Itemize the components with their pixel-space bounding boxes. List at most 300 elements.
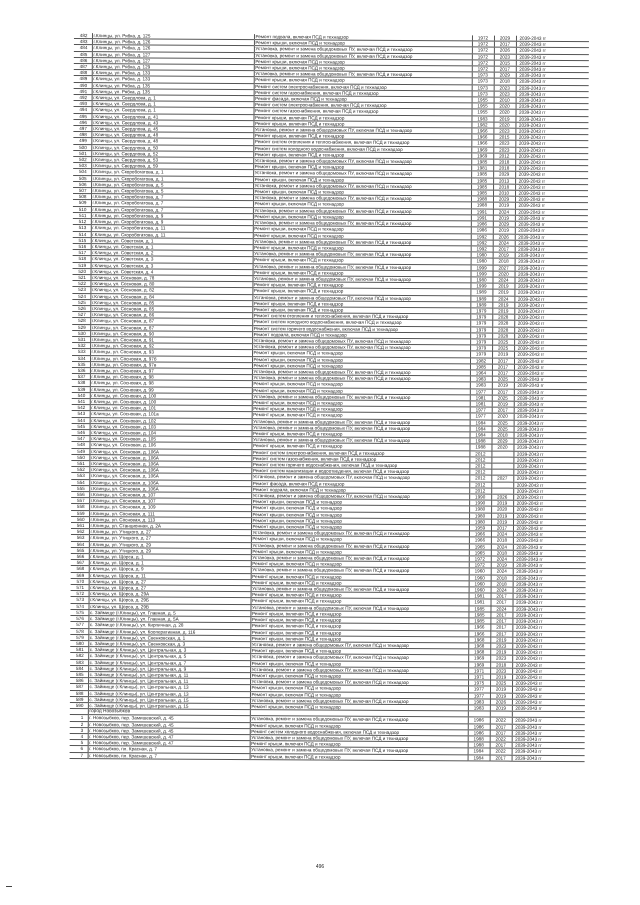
address-cell: г.Клинцы, ул. Свердлова, д. 43 [91, 119, 253, 126]
row-number: 571 [71, 585, 89, 591]
last-repair-year-cell: 2019 [493, 116, 515, 122]
address-cell: г.Клинцы, ул. Свердлова, д. 50 [91, 144, 253, 151]
year-built-cell: 1980 [471, 252, 493, 258]
year-built-cell: 1985 [468, 606, 490, 612]
last-repair-year-cell: 2010 [493, 190, 515, 196]
last-repair-year-cell: 2019 [491, 519, 513, 525]
year-built-cell: 1969 [468, 655, 490, 661]
planned-period-cell: 2039-2043 гг [513, 562, 586, 569]
last-repair-year-cell: 2017 [491, 600, 513, 606]
last-repair-year-cell: 2024 [491, 587, 513, 593]
address-cell: с. Займище (г.Клинцы), ул. Центральная, д. 9 [88, 665, 250, 672]
planned-period-cell: 2039-2043 гг [512, 749, 585, 756]
work-type-cell: Ремонт крыши, включая ПСД и технадзор [252, 288, 470, 296]
planned-period-cell: 2039-2043 гг [513, 519, 586, 526]
year-built-cell: 1979 [470, 351, 492, 357]
planned-period-cell: 2039-2043 гг [513, 525, 586, 532]
work-type-cell: Ремонт крыши, включая ПСД и технадзор [251, 573, 469, 581]
row-number: 482 [74, 33, 92, 39]
work-type-cell: Установка, ремонт и замена общедомовых ПУ, включая ПСД и технадзор [250, 679, 468, 687]
address-cell: г.Клинцы, ул. Свердлова, д. 1 [92, 101, 254, 108]
work-type-cell: Ремонт крыши, включая ПСД и технадзор [252, 381, 470, 389]
address-cell: с. Займище (г.Клинцы), ул. Свенковская, д. 1 [88, 634, 250, 641]
year-built-cell: 1983 [470, 376, 492, 382]
year-built-cell: 1977 [470, 413, 492, 419]
year-built-cell: 1972 [472, 35, 494, 41]
row-number: 565 [71, 547, 89, 553]
row-number: 485 [74, 51, 92, 57]
planned-period-cell: 2039-2043 гг [514, 432, 587, 439]
last-repair-year-cell: 2015 [493, 134, 515, 140]
year-built-cell: 1977 [468, 686, 490, 692]
year-built-cell: 1984 [470, 432, 492, 438]
year-built-cell: 1986 [471, 221, 493, 227]
last-repair-year-cell: 2018 [491, 538, 513, 544]
last-repair-year-cell: 2028 [492, 327, 514, 333]
last-repair-year-cell: 2025 [492, 339, 514, 345]
row-number: 557 [71, 498, 89, 504]
work-type-cell: Ремонт систем канализации и водоотведения, включая ПСД и технадзор [251, 468, 469, 476]
address-cell: г.Клинцы, ул. Скоробогатова, д. 9 [91, 212, 253, 219]
work-type-cell: Ремонт фасада, включая ПСД и технадзор [254, 96, 472, 104]
address-cell: г.Клинцы, ул. Скоробогатова, д. 1 [91, 169, 253, 176]
planned-period-cell: 2039-2043 гг [515, 246, 588, 253]
planned-period-cell: 2039-2043 гг [516, 36, 589, 42]
address-cell: с. Займище (г.Клинцы), ул. Кирпичная, д. 28 [88, 622, 250, 629]
planned-period-cell: 2039-2043 гг [512, 631, 585, 638]
year-built-cell: 1972 [469, 556, 491, 562]
address-cell: г.Клинцы, ул. Свердлова, д. 45 [91, 126, 253, 133]
last-repair-year-cell: 2023 [490, 643, 512, 649]
last-repair-year-cell: 2019 [492, 283, 514, 289]
planned-period-cell: 2039-2043 гг [513, 500, 586, 507]
work-type-cell: Ремонт крыши, включая ПСД и технадзор [251, 524, 469, 532]
planned-period-cell: 2039-2043 гг [516, 54, 589, 61]
last-repair-year-cell: 2023 [493, 141, 515, 147]
planned-period-cell: 2039-2043 гг [515, 184, 588, 191]
last-repair-year-cell: 2018 [493, 184, 515, 190]
planned-period-cell: 2039-2043 гг [516, 48, 589, 55]
address-cell: г.Клинцы, ул. Сосновая, д. 80 [90, 281, 252, 288]
last-repair-year-cell: 2018 [491, 575, 513, 581]
year-built-cell: 1968 [468, 649, 490, 655]
planned-period-cell: 2039-2043 гг [514, 426, 587, 433]
planned-period-cell: 2039-2043 гг [512, 649, 585, 656]
year-built-cell: 1979 [470, 326, 492, 332]
table-body [70, 33, 589, 761]
year-built-cell: 1975 [468, 680, 490, 686]
row-number: 585 [70, 671, 88, 677]
planned-period-cell: 2039-2043 гг [513, 556, 586, 563]
row-number: 519 [73, 262, 91, 268]
row-number: 499 [73, 138, 91, 144]
year-built-cell: 1990 [469, 494, 491, 500]
last-repair-year-cell: 2019 [492, 289, 514, 295]
work-type-cell: Установка, ремонт и замена общедомовых ПУ, включая ПСД и технадзор [252, 418, 470, 426]
work-type-cell: Ремонт крыши, включая ПСД и технадзор [251, 561, 469, 569]
last-repair-year-cell: 2024 [491, 569, 513, 575]
work-type-cell: Ремонт крыши, включая ПСД и технадзор [253, 133, 471, 141]
last-repair-year-cell: 2020 [494, 110, 516, 116]
year-built-cell: 1973 [472, 72, 494, 78]
work-type-cell: Установка, ремонт и замена общедомовых ПУ, включая ПСД и технадзор [250, 747, 468, 755]
planned-period-cell: 2039-2043 гг [512, 618, 585, 625]
address-cell: г.Клинцы, ул. Станционная, д. 2А [89, 523, 251, 530]
row-number: 563 [71, 535, 89, 541]
work-type-cell: Установка, ремонт и замена общедомовых ПУ, включая ПСД и технадзор [252, 375, 470, 383]
year-built-cell: 1980 [471, 258, 493, 264]
year-built-cell: 1989 [470, 289, 492, 295]
work-type-cell: Ремонт крыши, включая ПСД и технадзор [250, 648, 468, 656]
last-repair-year-cell: 2022 [490, 717, 512, 723]
planned-period-cell: 2039-2043 гг [513, 581, 586, 588]
last-repair-year-cell: 2015 [494, 60, 516, 66]
row-number: 504 [73, 169, 91, 175]
last-repair-year-cell: 2017 [491, 525, 513, 531]
last-repair-year-cell: 2028 [492, 333, 514, 339]
planned-period-cell: 2039-2043 гг [516, 72, 589, 79]
address-cell: г.Клинцы, ул. Рябка, д. 125 [92, 33, 254, 40]
work-type-cell: Ремонт систем холодного водоснабжения, включая ПСД и технадзор [252, 319, 470, 327]
planned-period-cell: 2039-2043 гг [514, 296, 587, 303]
row-number: 489 [74, 76, 92, 82]
year-built-cell: 2012 [469, 469, 491, 475]
address-cell: город Новозыбков [88, 709, 250, 716]
planned-period-cell: 2039-2043 гг [513, 476, 586, 483]
planned-period-cell: 2039-2043 гг [512, 656, 585, 663]
row-number: 532 [72, 343, 90, 349]
row-number: 534 [72, 355, 90, 361]
year-built-cell: 1971 [468, 674, 490, 680]
work-type-cell: Ремонт крыши, включая ПСД и технадзор [253, 164, 471, 172]
planned-period-cell: 2039-2043 гг [512, 718, 585, 725]
work-type-cell: Ремонт крыши, включая ПСД и технадзор [252, 387, 470, 395]
last-repair-year-cell: 2026 [494, 47, 516, 53]
last-repair-year-cell: 2019 [490, 674, 512, 680]
address-cell: г.Клинцы, ул. Сосновая, д. 106А [89, 467, 251, 474]
planned-period-cell: 2039-2043 гг [512, 643, 585, 650]
year-built-cell: 1980 [470, 277, 492, 283]
year-built-cell: 1983 [470, 382, 492, 388]
year-built-cell: 1969 [471, 147, 493, 153]
address-cell: г.Клинцы, ул. Свердлова, д. 1 [92, 95, 254, 102]
last-repair-year-cell: 2019 [490, 705, 512, 711]
last-repair-year-cell: 2026 [493, 234, 515, 240]
planned-period-cell: 2039-2043 гг [515, 134, 588, 141]
year-built-cell: 1980 [469, 506, 491, 512]
planned-period-cell: 2039-2043 гг [514, 389, 587, 396]
address-cell: с. Займище (г.Клинцы), ул. Свенковская, д. 3 [88, 641, 250, 648]
year-built-cell: 1999 [470, 283, 492, 289]
planned-period-cell: 2039-2043 гг [513, 531, 586, 538]
work-type-cell: Установка, ремонт и замена общедомовых ПУ, включая ПСД и технадзор [250, 716, 468, 724]
year-built-cell: 1964 [470, 370, 492, 376]
work-type-cell: Ремонт крыши, включая ПСД и технадзор [250, 623, 468, 631]
planned-period-cell: 2039-2043 гг [513, 451, 586, 458]
year-built-cell: 1984 [468, 754, 490, 760]
work-type-cell: Ремонт крыши, включая ПСД и технадзор [252, 307, 470, 315]
last-repair-year-cell: 2020 [492, 413, 514, 419]
planned-period-cell: 2039-2043 гг [514, 407, 587, 414]
row-number: 518 [73, 256, 91, 262]
year-built-cell: 1977 [470, 407, 492, 413]
last-repair-year-cell: 2025 [490, 680, 512, 686]
planned-period-cell: 2039-2043 гг [512, 687, 585, 694]
planned-period-cell: 2039-2043 гг [512, 755, 585, 762]
year-built-cell: 1968 [468, 637, 490, 643]
year-built-cell: 1979 [470, 314, 492, 320]
year-built-cell: 1973 [472, 85, 494, 91]
address-cell: г.Клинцы, ул. Рябка, д. 127 [92, 51, 254, 58]
work-type-cell: Ремонт крыши, включая ПСД и технадзор [252, 412, 470, 420]
last-repair-year-cell: 2024 [490, 606, 512, 612]
address-cell: г.Клинцы, ул. Сосновая, д. 86 [90, 312, 252, 319]
year-built-cell: 1999 [471, 271, 493, 277]
planned-period-cell: 2039-2043 гг [512, 693, 585, 700]
planned-period-cell: 2039-2043 гг [516, 91, 589, 98]
work-type-cell: Установка, ремонт и замена общедомовых ПУ, включая ПСД и технадзор [253, 158, 471, 166]
work-type-cell: Установка, ремонт и замена общедомовых ПУ, включая ПСД и технадзор [250, 604, 468, 612]
address-cell: г.Клинцы, ул. Советская, д. 4 [91, 268, 253, 275]
year-built-cell: 1981 [470, 395, 492, 401]
address-cell: г.Клинцы, ул. Сосновая, д. 105 [90, 436, 252, 443]
last-repair-year-cell: 2019 [491, 562, 513, 568]
work-type-cell: Установка, ремонт и замена общедомовых ПУ, включая ПСД и технадзор [254, 71, 472, 79]
work-type-cell: Ремонт крыши, включая ПСД и технадзор [252, 356, 470, 364]
address-cell: г.Клинцы, ул. Утицкого, д. 27 [89, 535, 251, 542]
work-type-cell: Ремонт подвала, включая ПСД и технадзор [254, 34, 472, 41]
last-repair-year-cell: 2019 [490, 637, 512, 643]
last-repair-year-cell: 2020 [491, 444, 513, 450]
work-type-cell: Установка, ремонт и замена общедомовых ПУ, включая ПСД и технадзор [253, 238, 471, 246]
work-type-cell: Ремонт крыши, включая ПСД и технадзор [250, 635, 468, 643]
year-built-cell: 1977 [468, 692, 490, 698]
last-repair-year-cell: 2024 [491, 544, 513, 550]
row-number: 514 [73, 231, 91, 237]
row-number: 561 [71, 523, 89, 529]
address-cell: г.Клинцы, ул. Сосновая, д. 102 [90, 417, 252, 424]
row-number: 498 [73, 132, 91, 138]
last-repair-year-cell: 2018 [493, 165, 515, 171]
year-built-cell: 1988 [469, 444, 491, 450]
last-repair-year-cell: 2024 [492, 277, 514, 283]
year-built-cell: 1960 [469, 587, 491, 593]
address-cell: г.Клинцы, ул. Сосновая, д. 107 [89, 498, 251, 505]
year-built-cell: 1955 [472, 109, 494, 115]
planned-period-cell: 2039-2043 гг [516, 103, 589, 110]
row-number: 501 [73, 150, 91, 156]
planned-period-cell: 2039-2043 гг [515, 252, 588, 259]
planned-period-cell: 2039-2043 гг [514, 364, 587, 371]
row-number: 520 [73, 268, 91, 274]
year-built-cell: 1984 [468, 748, 490, 754]
last-repair-year-cell: 2019 [493, 215, 515, 221]
address-cell: г.Клинцы, ул. Утицкого, д. 29 [89, 541, 251, 548]
work-type-cell: Установка, ремонт и замена общедомовых ПУ, включая ПСД и технадзор [250, 654, 468, 662]
last-repair-year-cell: 2017 [492, 364, 514, 370]
address-cell: г.Клинцы, ул. Щорса, д. 29А [89, 591, 251, 598]
planned-period-cell: 2039-2043 гг [512, 736, 585, 743]
planned-period-cell: 2039-2043 гг [513, 469, 586, 476]
work-type-cell: Ремонт систем газоснабжения, включая ПСД и технадзор [254, 89, 472, 97]
work-type-cell: Ремонт систем горячего водоснабжения, включая ПСД и технадзор [251, 462, 469, 470]
work-type-cell: Ремонт крыши, включая ПСД и технадзор [250, 691, 468, 699]
year-built-cell: 1983 [468, 699, 490, 705]
address-cell: г.Клинцы, ул. Рябка, д. 126 [92, 39, 254, 46]
last-repair-year-cell: 2017 [492, 389, 514, 395]
last-repair-year-cell: 2019 [491, 500, 513, 506]
planned-period-cell: 2039-2043 гг [514, 283, 587, 290]
year-built-cell: 1966 [469, 531, 491, 537]
year-built-cell: 1985 [468, 618, 490, 624]
last-repair-year-cell: 2019 [492, 308, 514, 314]
last-repair-year-cell: 2022 [490, 748, 512, 754]
planned-period-cell: 2039-2043 гг [512, 724, 585, 731]
year-built-cell: 1969 [471, 153, 493, 159]
address-cell: г.Клинцы, ул. Сосновая, д. 106 [89, 442, 251, 449]
last-repair-year-cell: 2024 [492, 296, 514, 302]
last-repair-year-cell: 2017 [492, 370, 514, 376]
year-built-cell: 1972 [472, 54, 494, 60]
row-number: 556 [71, 492, 89, 498]
planned-period-cell: 2039-2043 гг [514, 352, 587, 359]
year-built-cell: 1965 [469, 550, 491, 556]
planned-period-cell: 2039-2043 гг [514, 314, 587, 321]
row-number: 573 [71, 597, 89, 603]
row-number: 564 [71, 541, 89, 547]
row-number: 526 [72, 305, 90, 311]
last-repair-year-cell: 2023 [490, 668, 512, 674]
planned-period-cell: 2039-2043 гг [513, 587, 586, 594]
address-cell: г.Клинцы, ул. Свердлова, д. 53 [91, 157, 253, 164]
planned-period-cell: 2039-2043 гг [515, 165, 588, 172]
last-repair-year-cell: 2017 [490, 730, 512, 736]
work-type-cell: Установка, ремонт и замена общедомовых ПУ, включая ПСД и технадзор [251, 493, 469, 501]
work-type-cell: Ремонт крыши, включая ПСД и технадзор [251, 511, 469, 519]
row-number: 530 [72, 330, 90, 336]
year-built-cell: 1988 [468, 742, 490, 748]
work-type-cell: Ремонт крыши, включая ПСД и технадзор [253, 189, 471, 197]
planned-period-cell: 2039-2043 гг [512, 680, 585, 687]
last-repair-year-cell: 2019 [492, 401, 514, 407]
year-built-cell: 1979 [470, 308, 492, 314]
year-built-cell: 1992 [471, 240, 493, 246]
year-built-cell: 1991 [471, 209, 493, 215]
year-built-cell: 1981 [470, 401, 492, 407]
row-number: 576 [70, 616, 88, 622]
planned-period-cell: 2039-2043 гг [512, 612, 585, 619]
planned-period-cell: 2039-2043 гг [513, 482, 586, 489]
address-cell: г.Клинцы, ул. Советская, д. 3 [91, 256, 253, 263]
work-type-cell: Ремонт крыши, включая ПСД и технадзор [253, 114, 471, 122]
planned-period-cell: 2039-2043 гг [512, 742, 585, 749]
address-cell: г.Клинцы, ул. Советская, д. 1 [91, 237, 253, 244]
planned-period-cell: 2039-2043 гг [514, 302, 587, 309]
address-cell: г.Клинцы, ул. Сосновая, д. 87 [90, 324, 252, 331]
planned-period-cell: 2039-2043 гг [515, 203, 588, 210]
address-cell: с. Займище (г.Клинцы), ул. Центральная, д. 13 [88, 690, 250, 697]
last-repair-year-cell: 2025 [492, 395, 514, 401]
planned-period-cell: 2039-2043 гг [513, 538, 586, 545]
work-type-cell: Установка, ремонт и замена общедомовых ПУ, включая ПСД и технадзор [253, 251, 471, 259]
planned-period-cell: 2039-2043 гг [516, 41, 589, 48]
work-type-cell: Ремонт крыши, включая ПСД и технадзор [253, 213, 471, 221]
last-repair-year-cell: 2010 [494, 97, 516, 103]
row-number: 528 [72, 318, 90, 324]
planned-period-cell: 2039-2043 гг [512, 730, 585, 737]
row-number: 577 [70, 622, 88, 628]
last-repair-year-cell: 2017 [493, 246, 515, 252]
planned-period-cell: 2039-2043 гг [513, 457, 586, 464]
row-number: 560 [71, 516, 89, 522]
work-type-cell: Ремонт крыши, включая ПСД и технадзор [250, 610, 468, 618]
year-built-cell: 1982 [470, 357, 492, 363]
work-type-cell: Установка, ремонт и замена общедомовых ПУ, включая ПСД и технадзор [250, 735, 468, 743]
year-built-cell: 1973 [472, 78, 494, 84]
address-cell: с. Займище (г.Клинцы), ул. Кооперативная, д. 116 [88, 628, 250, 635]
year-built-cell: 1979 [470, 333, 492, 339]
address-cell: г.Клинцы, ул. Свердлова, д. 59 [91, 163, 253, 170]
address-cell: г.Клинцы, ул. Сосновая, д. 103 [90, 423, 252, 430]
last-repair-year-cell: 2017 [494, 66, 516, 72]
year-built-cell: 1992 [471, 246, 493, 252]
planned-period-cell: 2039-2043 гг [513, 600, 586, 607]
row-number: 7 [70, 752, 88, 758]
work-type-cell: Установка, ремонт и замена общедомовых ПУ, включая ПСД и технадзор [251, 542, 469, 550]
address-cell: г.Клинцы, ул. Сосновая, д. 101а [90, 411, 252, 418]
year-built-cell: 1983 [471, 116, 493, 122]
year-built-cell: 1969 [468, 661, 490, 667]
planned-period-cell: 2039-2043 гг [515, 221, 588, 228]
planned-period-cell: 2039-2043 гг [515, 147, 588, 154]
planned-period-cell: 2039-2043 гг [514, 370, 587, 377]
year-built-cell: 1979 [470, 339, 492, 345]
address-cell: г.Клинцы, ул. Скоробогатова, д. 5 [91, 188, 253, 195]
row-number: 562 [71, 529, 89, 535]
row-number: 548 [71, 442, 89, 448]
last-repair-year-cell: 2029 [493, 196, 515, 202]
work-type-cell: Ремонт подвала, включая ПСД и технадзор [251, 486, 469, 494]
address-cell: г.Клинцы, ул. Щорса, д. 29В [88, 603, 250, 610]
year-built-cell: 1968 [468, 643, 490, 649]
row-number: 510 [73, 206, 91, 212]
planned-period-cell: 2039-2043 гг [514, 383, 587, 390]
row-number: 492 [74, 95, 92, 101]
work-type-cell: Ремонт крыши, включая ПСД и технадзор [250, 673, 468, 681]
planned-period-cell: 2039-2043 гг [513, 544, 586, 551]
row-number: 486 [74, 57, 92, 63]
address-cell: с. Займище (г.Клинцы), ул. Центральная, д. 11 [88, 672, 250, 679]
last-repair-year-cell: 2026 [491, 494, 513, 500]
last-repair-year-cell: 2017 [491, 593, 513, 599]
year-built-cell: 1955 [472, 97, 494, 103]
planned-period-cell: 2039-2043 гг [516, 85, 589, 92]
last-repair-year-cell: 2019 [492, 382, 514, 388]
last-repair-year-cell: 2012 [493, 153, 515, 159]
address-cell: г.Клинцы, ул. Утицкого, д. 29 [89, 547, 251, 554]
planned-period-cell: 2039-2043 гг [516, 97, 589, 104]
last-repair-year-cell: 2018 [494, 78, 516, 84]
row-number: 586 [70, 678, 88, 684]
row-number: 523 [72, 287, 90, 293]
address-cell: г.Клинцы, ул. Сосновая, д. 107 [89, 492, 251, 499]
last-repair-year-cell: 2019 [490, 686, 512, 692]
year-built-cell: 1981 [469, 599, 491, 605]
year-built-cell: 1999 [471, 264, 493, 270]
last-repair-year-cell: 2022 [490, 736, 512, 742]
address-cell: г. Новозыбков, пер. Замишевский, д. 47 [88, 734, 250, 741]
work-type-cell: Ремонт крыши, включая ПСД и технадзор [253, 201, 471, 209]
